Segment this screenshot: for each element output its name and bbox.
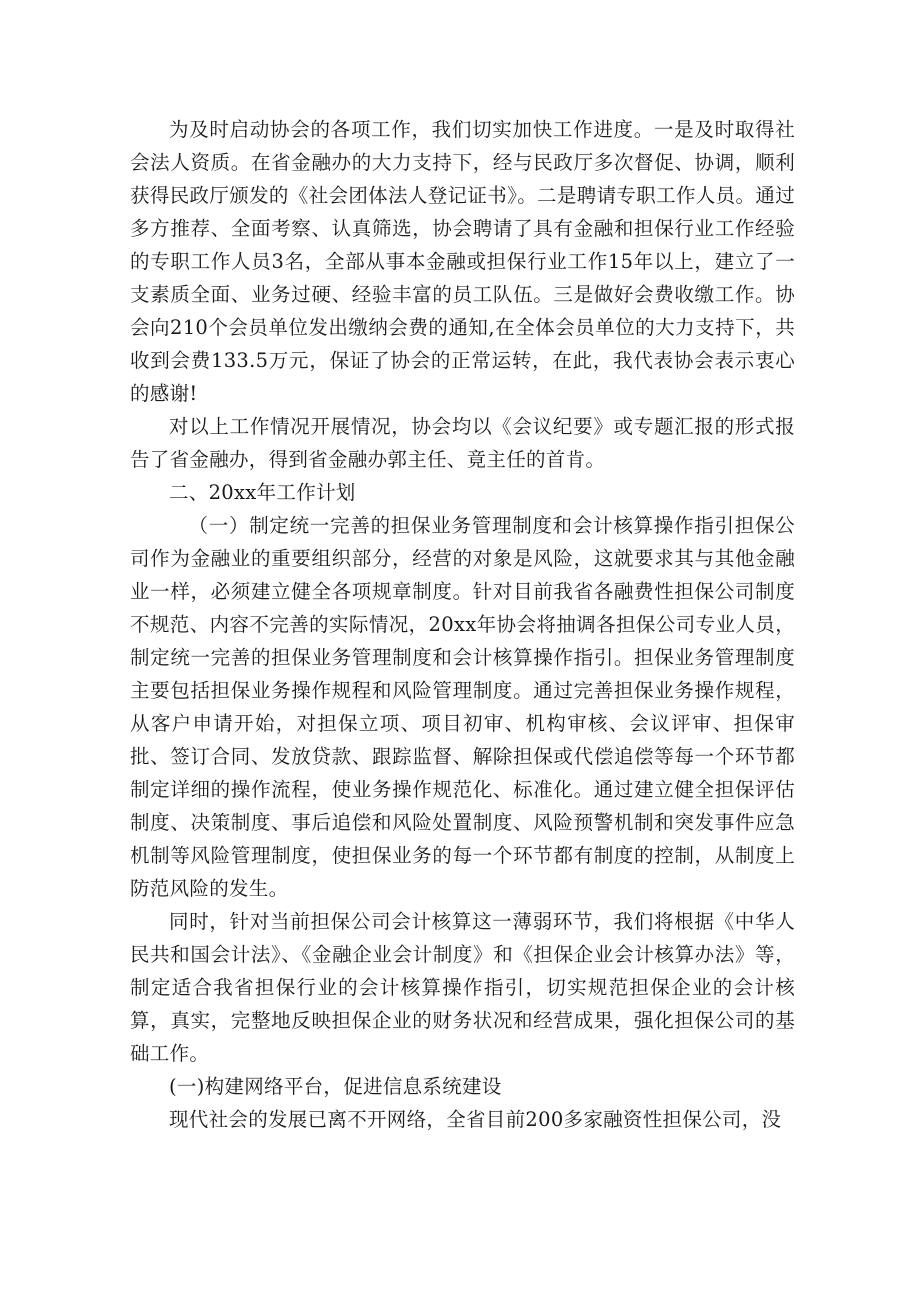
paragraph-accounting-guideline: 同时，针对当前担保公司会计核算这一薄弱环节，我们将根据《中华人民共和国会计法》、《金融企业会计制度》和《担保企业会计核算办法》等，制定适合我省担保行业的会计核算操作指引，切实规范担保企业的会计核算，真实，完整地反映担保企业的财务状况和经营成果，强化担保公司的基础工作。: [130, 910, 795, 1065]
document-body: [130, 113, 795, 1136]
subheading-network-platform: (一)构建网络平台，促进信息系统建设: [169, 1075, 502, 1098]
paragraph-work-progress: 为及时启动协会的各项工作，我们切实加快工作进度。一是及时取得社会法人资质。在省金融办的大力支持下，经与民政厅多次督促、协调，顺利获得民政厅颁发的《社会团体法人登记证书》。二是聘请专职工作人员。通过多方推荐、全面考察、认真筛选，协会聘请了具有金融和担保行业工作经验的专职工作人员3名，全部从事本金融或担保行业工作15年以上，建立了一支素质全面、业务过硬、经验丰富的员工队伍。三是做好会费收缴工作。协会向210个会员单位发出缴纳会费的通知,在全体会员单位的大力支持下，共收到会费133.5万元，保证了协会的正常运转，在此，我代表协会表示衷心的感谢!: [130, 118, 795, 405]
paragraph-management-system: （一）制定统一完善的担保业务管理制度和会计核算操作指引担保公司作为金融业的重要组织部分，经营的对象是风险，这就要求其与其他金融业一样，必须建立健全各项规章制度。针对目前我省各融费性担保公司制度不规范、内容不完善的实际情况，20xx年协会将抽调各担保公司专业人员，制定统一完善的担保业务管理制度和会计核算操作指引。担保业务管理制度主要包括担保业务操作规程和风险管理制度。通过完善担保业务操作规程，从客户申请开始，对担保立项、项目初审、机构审核、会议评审、担保审批、签订合同、发放贷款、跟踪监督、解除担保或代偿追偿等每一个环节都制定详细的操作流程，使业务操作规范化、标准化。通过建立健全担保评估制度、决策制度、事后追偿和风险处置制度、风险预警机制和突发事件应急机制等风险管理制度，使担保业务的每一个环节都有制度的控制，从制度上防范风险的发生。: [130, 514, 795, 900]
paragraph-report-summary: 对以上工作情况开展情况，协会均以《会议纪要》或专题汇报的形式报告了省金融办，得到省金融办郭主任、竟主任的首肯。: [130, 415, 795, 471]
paragraph-network-intro: 现代社会的发展已离不开网络，全省目前200多家融资性担保公司，没: [169, 1108, 782, 1131]
section-heading-work-plan: 二、20xx年工作计划: [169, 481, 356, 504]
